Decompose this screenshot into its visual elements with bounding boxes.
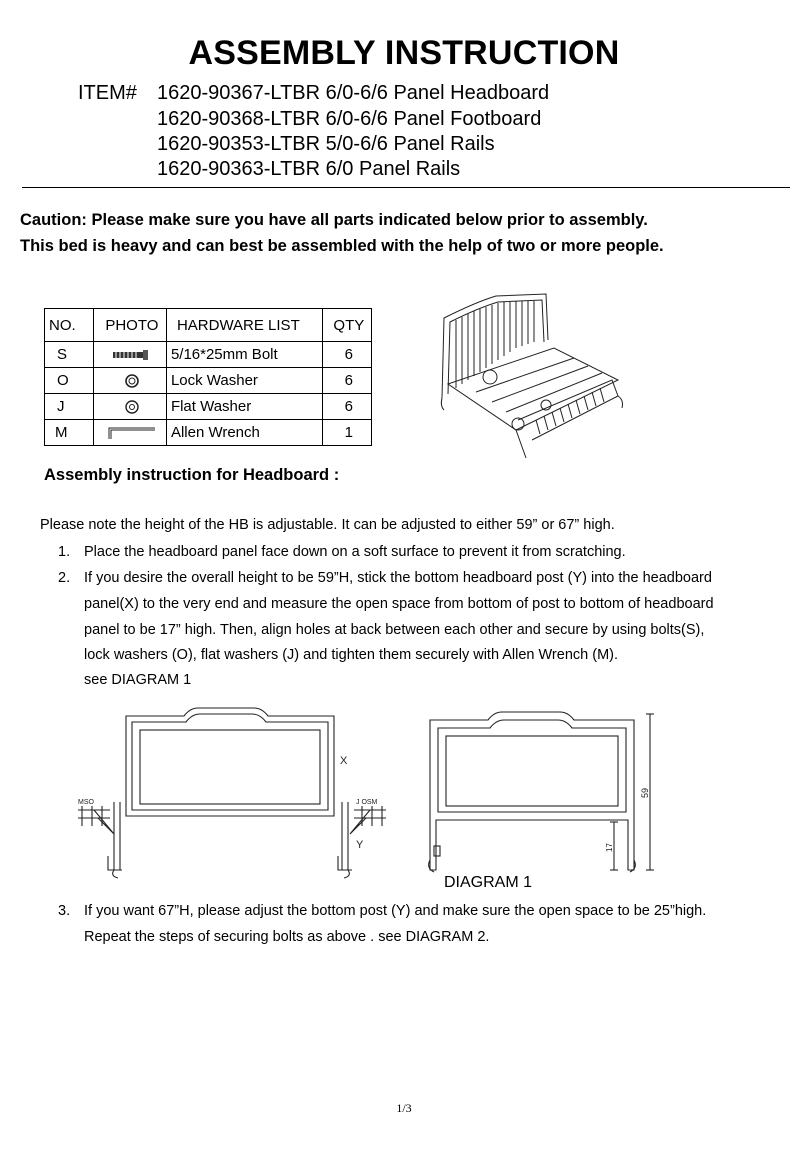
table-row bbox=[45, 368, 372, 394]
step-text: Place the headboard panel face down on a soft surface to prevent it from scratching. bbox=[84, 544, 626, 560]
label-y: Y bbox=[356, 839, 364, 851]
label-x: X bbox=[340, 755, 348, 767]
part-no: J bbox=[45, 394, 94, 420]
part-qty: 6 bbox=[322, 394, 371, 420]
header-qty: QTY bbox=[322, 309, 371, 342]
table-row bbox=[45, 394, 372, 420]
bolt-icon bbox=[112, 349, 152, 361]
page-number: 1/3 bbox=[396, 1101, 412, 1115]
item-line: 1620-90353-LTBR 5/0-6/6 Panel Rails bbox=[157, 133, 495, 155]
part-qty: 6 bbox=[322, 342, 371, 368]
hardware-table bbox=[44, 308, 372, 446]
page-title: ASSEMBLY INSTRUCTION bbox=[188, 34, 620, 72]
step-number: 1. bbox=[58, 544, 71, 560]
table-row bbox=[45, 342, 372, 368]
step-number: 2. bbox=[58, 570, 71, 586]
part-no: S bbox=[45, 342, 94, 368]
caution-line: Caution: Please make sure you have all parts indicated below prior to assembly. bbox=[20, 211, 648, 229]
header-photo: PHOTO bbox=[93, 309, 166, 342]
part-no: O bbox=[45, 368, 94, 394]
header-no: NO. bbox=[45, 309, 94, 342]
part-name: Lock Washer bbox=[166, 368, 322, 394]
table-row bbox=[45, 420, 372, 446]
step-number: 3. bbox=[58, 903, 71, 919]
hardware-table-header bbox=[45, 309, 372, 342]
height-note: Please note the height of the HB is adjustable. It can be adjusted to either 59” or 67” high. bbox=[40, 517, 615, 533]
item-line: 1620-90363-LTBR 6/0 Panel Rails bbox=[157, 158, 461, 180]
bed-illustration bbox=[436, 280, 636, 460]
step-text: If you want 67”H, please adjust the bottom post (Y) and make sure the open space to be 25”high. bbox=[84, 903, 707, 919]
diagram-assembled-headboard bbox=[424, 710, 664, 874]
step-text: panel(X) to the very end and measure the open space from bottom of post to bottom of headboard bbox=[84, 596, 714, 612]
part-qty: 1 bbox=[322, 420, 371, 446]
flat-washer-icon bbox=[124, 399, 140, 415]
part-name: Flat Washer bbox=[166, 394, 322, 420]
dimension-gap: 17 bbox=[605, 843, 614, 852]
step-text: see DIAGRAM 1 bbox=[84, 672, 192, 688]
allen-wrench-icon bbox=[107, 426, 157, 440]
step-text: Repeat the steps of securing bolts as above . see DIAGRAM 2. bbox=[84, 929, 490, 945]
label-left-parts: MSO bbox=[78, 799, 94, 806]
item-line: 1620-90368-LTBR 6/0-6/6 Panel Footboard bbox=[157, 108, 542, 130]
part-no: M bbox=[45, 420, 94, 446]
step-text: lock washers (O), flat washers (J) and tighten them securely with Allen Wrench (M). bbox=[84, 647, 619, 663]
step-text: panel to be 17” high. Then, align holes at back between each other and secure by using bolts(S), bbox=[84, 622, 705, 638]
part-name: 5/16*25mm Bolt bbox=[166, 342, 322, 368]
diagram-caption: DIAGRAM 1 bbox=[444, 874, 533, 891]
item-line: 1620-90367-LTBR 6/0-6/6 Panel Headboard bbox=[157, 82, 550, 104]
header-hardware-list: HARDWARE LIST bbox=[166, 309, 322, 342]
part-name: Allen Wrench bbox=[166, 420, 322, 446]
part-qty: 6 bbox=[322, 368, 371, 394]
section-title: Assembly instruction for Headboard : bbox=[44, 466, 340, 484]
step-text: If you desire the overall height to be 59”H, stick the bottom headboard post (Y) into the headboard bbox=[84, 570, 712, 586]
divider bbox=[22, 187, 790, 188]
dimension-total: 59 bbox=[640, 787, 650, 798]
item-label: ITEM# bbox=[78, 82, 137, 104]
lock-washer-icon bbox=[124, 373, 140, 389]
caution-line: This bed is heavy and can best be assembled with the help of two or more people. bbox=[20, 237, 664, 255]
diagram-exploded-headboard bbox=[74, 706, 394, 884]
label-right-parts: J OSM bbox=[356, 799, 378, 806]
